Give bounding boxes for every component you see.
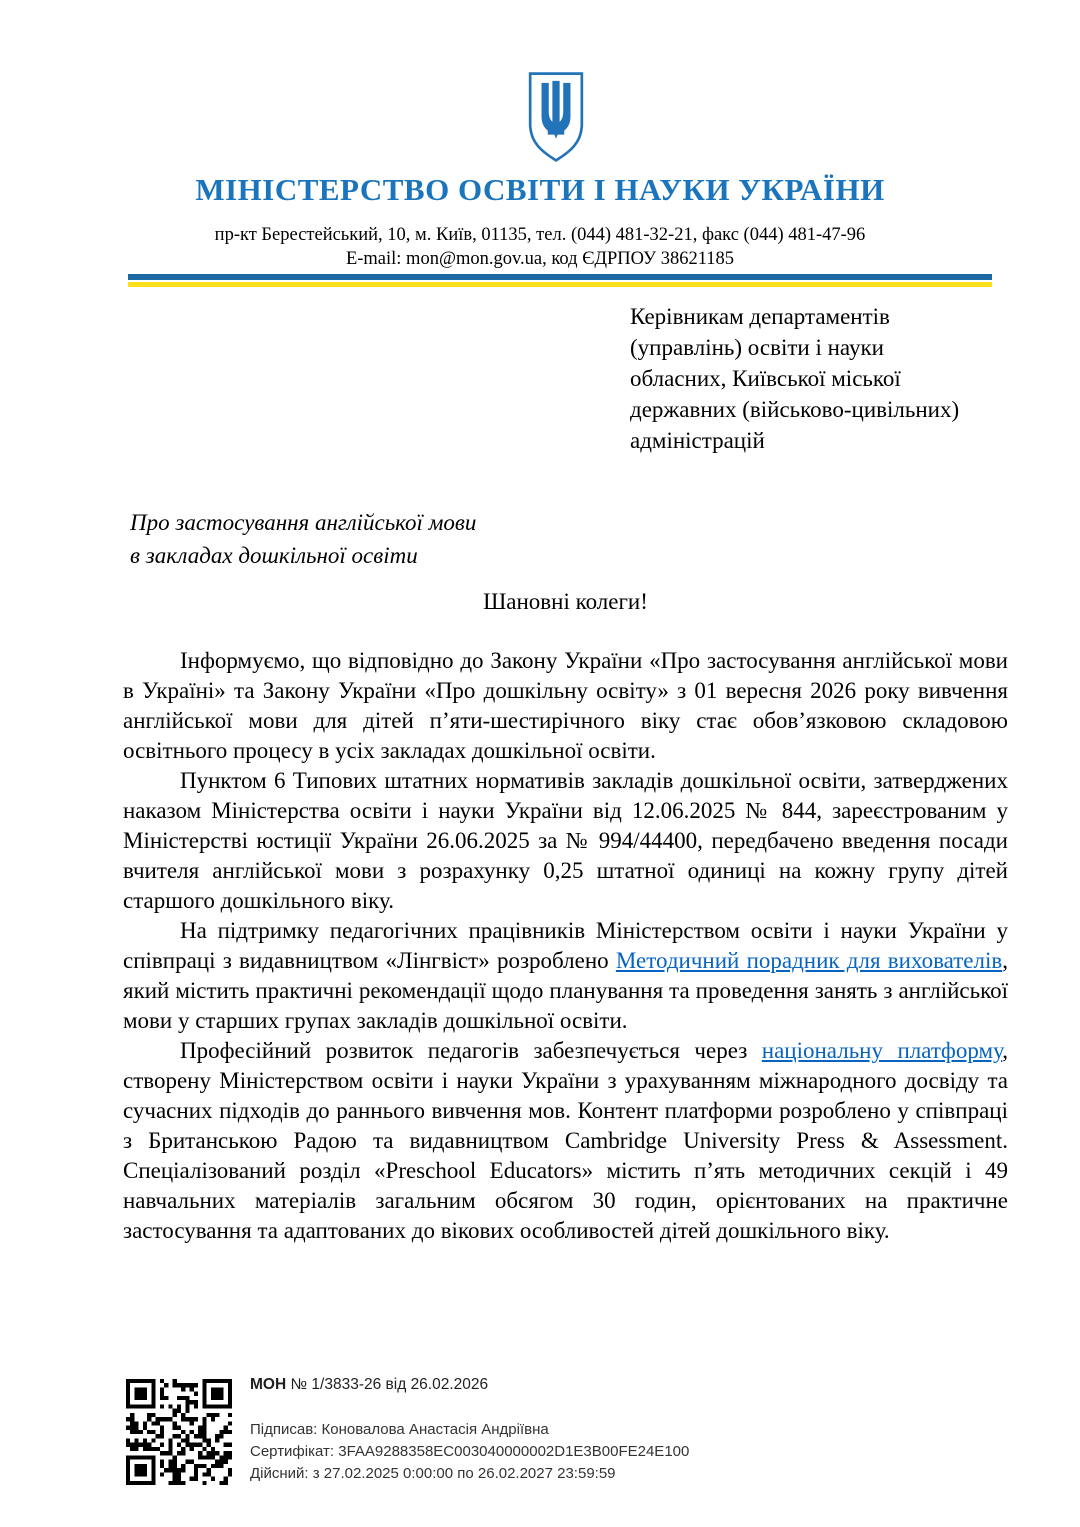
paragraph-text: Пунктом 6 Типових штатних нормативів закладів дошкільної освіти, затверджених наказом Міністерства освіти і науки України від 12.06.2025 № 844, зареєстрованим у Міністерстві юстиції України 26.06.2025 за № 994/44400, передбачено введення посади вчителя англійської мови з розрахунку 0,25 штатної одиниці на кожну групу дітей старшого дошкільного віку. bbox=[123, 768, 1008, 913]
recipient-line: Керівникам департаментів bbox=[630, 304, 890, 329]
qr-code bbox=[126, 1379, 232, 1485]
paragraph-text: , створену Міністерством освіти і науки України з урахуванням міжнародного досвіду та сучасних підходів до раннього вивчення мов. Контент платформи розроблено у співпраці з Британською Радою та видавництвом Cambridge University Press & Assessment. Спеціалізований розділ «Preschool Educators» містить п’ять методичних секцій і 49 навчальних матеріалів загальним обсягом 30 годин, орієнтованих на практичне застосування та адаптованих до вікових особливостей дітей дошкільного віку. bbox=[123, 1038, 1008, 1243]
letter-body bbox=[123, 646, 1008, 1246]
paragraph-3 bbox=[123, 916, 1008, 1036]
subject-line-2: в закладах дошкільної освіти bbox=[130, 543, 418, 568]
doc-number: № 1/3833-26 від 26.02.2026 bbox=[290, 1376, 489, 1393]
ukraine-trident-emblem-icon bbox=[525, 70, 587, 164]
recipient-line: (управлінь) освіти і науки bbox=[630, 335, 884, 360]
paragraph-1 bbox=[123, 646, 1008, 766]
divider-yellow-bar bbox=[128, 282, 992, 287]
paragraph-text: Професійний розвиток педагогів забезпечується через bbox=[180, 1038, 762, 1063]
paragraph-4 bbox=[123, 1036, 1008, 1246]
recipient-line: адміністрацій bbox=[630, 428, 765, 453]
ministry-address bbox=[0, 223, 1080, 271]
recipient-block bbox=[630, 301, 1020, 456]
signature-metadata bbox=[250, 1419, 689, 1485]
paragraph-text: , який містить практичні рекомендації щодо планування та проведення занять з англійської мови у старших групах закладів дошкільної освіти. bbox=[123, 948, 1008, 1033]
recipient-line: державних (військово-цивільних) bbox=[630, 397, 960, 422]
paragraph-2 bbox=[123, 766, 1008, 916]
document-subject bbox=[130, 506, 476, 572]
subject-line-1: Про застосування англійської мови bbox=[130, 510, 477, 535]
doc-label: МОН bbox=[250, 1376, 287, 1393]
address-line-1: пр-кт Берестейський, 10, м. Київ, 01135, тел. (044) 481-32-21, факс (044) 481-47-96 bbox=[214, 225, 866, 245]
methodical-guide-link[interactable]: Методичний порадник для вихователів bbox=[615, 948, 1003, 973]
ministry-title: МІНІСТЕРСТВО ОСВІТИ І НАУКИ УКРАЇНИ bbox=[195, 172, 885, 207]
signed-by-line: Підписав: Коновалова Анастасія Андріївна bbox=[250, 1421, 549, 1438]
certificate-line: Сертифікат: 3FAA9288358EC003040000002D1E3B00FE24E100 bbox=[250, 1443, 690, 1460]
salutation: Шановні колеги! bbox=[483, 589, 648, 614]
validity-line: Дійсний: з 27.02.2025 0:00:00 по 26.02.2027 23:59:59 bbox=[250, 1465, 616, 1482]
document-number-line bbox=[250, 1376, 488, 1394]
recipient-line: обласних, Київської міської bbox=[630, 366, 901, 391]
flag-divider bbox=[128, 274, 992, 287]
national-platform-link[interactable]: національну платформу bbox=[761, 1038, 1003, 1063]
paragraph-text: Інформуємо, що відповідно до Закону України «Про застосування англійської мови в Україні» та Закону України «Про дошкільну освіту» з 01 вересня 2026 року вивчення англійської мови для дітей п’яти-шестирічного віку стає обов’язковою складовою освітнього процесу в усіх закладах дошкільної освіти. bbox=[123, 648, 1008, 763]
paragraph-text: На підтримку педагогічних працівників Міністерством освіти і науки України у співпраці з видавництвом «Лінгвіст» розроблено bbox=[123, 918, 1008, 973]
address-line-2: E-mail: mon@mon.gov.ua, код ЄДРПОУ 38621185 bbox=[345, 249, 735, 269]
